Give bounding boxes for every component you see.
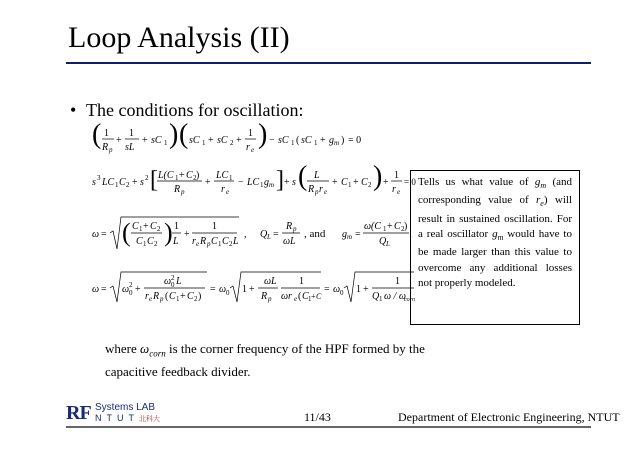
svg-text:): ) xyxy=(198,291,202,302)
eq1-one-b: 1 xyxy=(129,128,134,139)
svg-text:C: C xyxy=(187,291,194,302)
note-gm: g xyxy=(534,176,541,188)
svg-text:R: R xyxy=(200,236,207,247)
svg-text:L: L xyxy=(173,236,179,247)
svg-text:C: C xyxy=(394,221,401,232)
bullet-dot: • xyxy=(70,100,77,120)
svg-text:2: 2 xyxy=(126,181,130,189)
svg-text:=: = xyxy=(210,284,216,295)
eq1-plus: + xyxy=(116,135,122,146)
svg-text:+: + xyxy=(132,177,138,188)
department-label: Department of Electronic Engineering, NTUT xyxy=(398,410,620,424)
eq4-corn-sub: corn xyxy=(404,297,415,303)
svg-text:=: = xyxy=(273,229,279,240)
svg-text:C: C xyxy=(136,236,143,247)
svg-text:+: + xyxy=(143,221,149,232)
svg-text:2: 2 xyxy=(194,295,198,303)
eq1-one-a: 1 xyxy=(104,128,109,139)
eq1-plus-4: + xyxy=(236,135,242,146)
eq2-LC1gm: LC xyxy=(247,177,260,188)
eq1-Rp: R xyxy=(102,142,109,153)
paren-open-2: ( xyxy=(179,119,189,150)
svg-text:1: 1 xyxy=(395,276,400,287)
svg-text:): ) xyxy=(164,218,173,247)
svg-text:C: C xyxy=(147,236,154,247)
bracket-open: [ xyxy=(150,167,158,193)
svg-text:+: + xyxy=(332,177,338,188)
svg-text:): ) xyxy=(373,161,383,192)
svg-text:C: C xyxy=(132,221,139,232)
svg-text:1: 1 xyxy=(379,295,383,303)
equation-4 xyxy=(92,272,415,303)
note-re-sub: e xyxy=(540,199,544,209)
svg-text:2: 2 xyxy=(193,174,197,182)
svg-text:p: p xyxy=(181,188,185,196)
eq1-sC1-b: sC xyxy=(189,135,200,146)
title-rule xyxy=(66,62,591,64)
svg-text:1: 1 xyxy=(176,295,180,303)
svg-text:R: R xyxy=(286,221,293,232)
svg-text:p: p xyxy=(268,295,272,303)
svg-text:+: + xyxy=(205,177,211,188)
svg-text:+: + xyxy=(311,292,316,301)
eq1-gm: g xyxy=(329,135,334,146)
logo-ntut: NTUT xyxy=(95,413,139,423)
svg-text:C: C xyxy=(361,177,368,188)
svg-text:C: C xyxy=(302,291,309,302)
eq1-sC1-d: sC xyxy=(301,135,312,146)
where-rest: is the corner frequency of the HPF formed by the capacitive feedback divider. xyxy=(105,341,425,379)
eq4-Q: Q xyxy=(372,291,380,302)
svg-text:1: 1 xyxy=(212,221,217,232)
svg-text:Q: Q xyxy=(379,236,387,247)
svg-text:p: p xyxy=(207,240,211,248)
svg-text:C: C xyxy=(119,177,126,188)
svg-text:0: 0 xyxy=(171,281,175,289)
footer-rule xyxy=(66,426,591,428)
bracket-close: ] xyxy=(276,167,284,193)
svg-text:ωr: ωr xyxy=(281,291,292,302)
eq1-plus-5: + xyxy=(320,135,326,146)
svg-text:+: + xyxy=(353,177,359,188)
svg-text:e: e xyxy=(196,240,200,248)
eq2-C1: C xyxy=(341,177,348,188)
svg-text:ωL: ωL xyxy=(283,236,296,247)
svg-text:e: e xyxy=(294,295,298,303)
equation-3 xyxy=(92,217,409,249)
note-text-1: Tells us what value of xyxy=(418,176,535,188)
svg-text:ω / ω: ω / ω xyxy=(384,291,406,302)
svg-text:m: m xyxy=(347,233,353,241)
note-re: r xyxy=(536,194,541,207)
eq1-sub-1: 1 xyxy=(164,139,168,147)
svg-text:2: 2 xyxy=(368,181,372,189)
svg-text:C: C xyxy=(169,291,176,302)
eq2-paren-open: ( xyxy=(298,161,308,192)
svg-text:1: 1 xyxy=(218,240,222,248)
svg-text:ωL: ωL xyxy=(264,276,277,287)
svg-text:+: + xyxy=(179,170,185,181)
eq4-zero-sub: 0 xyxy=(129,289,133,297)
svg-text:+: + xyxy=(383,177,389,188)
svg-text:r: r xyxy=(221,184,225,195)
svg-text:1: 1 xyxy=(229,174,233,182)
svg-text:+: + xyxy=(284,177,290,188)
svg-text:ω: ω xyxy=(333,284,341,295)
svg-text:+: + xyxy=(135,284,141,295)
eq3-and: , and xyxy=(304,228,326,240)
svg-text:2: 2 xyxy=(154,240,158,248)
bullet-item xyxy=(70,99,303,121)
eq3-QL: Q xyxy=(260,229,268,240)
eq1-eq-zero: = 0 xyxy=(348,135,362,146)
svg-text:1: 1 xyxy=(175,174,179,182)
eq1-one-c: 1 xyxy=(248,128,253,139)
svg-text:+: + xyxy=(387,221,393,232)
paren-open: ( xyxy=(92,119,102,150)
svg-text:R: R xyxy=(174,184,181,195)
svg-text:C: C xyxy=(150,221,157,232)
svg-text:0: 0 xyxy=(340,289,344,297)
svg-text:1: 1 xyxy=(356,284,361,295)
omega-corn-sub: corn xyxy=(149,348,166,359)
svg-text:s: s xyxy=(292,177,296,188)
svg-text:=: = xyxy=(101,284,107,295)
svg-text:1: 1 xyxy=(308,295,312,303)
eq1-sub-1d: 1 xyxy=(314,139,318,147)
svg-text:L: L xyxy=(386,240,390,248)
page-number: 11/43 xyxy=(304,410,331,424)
logo-chinese: 北科大 xyxy=(139,416,160,423)
svg-text:1: 1 xyxy=(260,181,264,189)
svg-text:(: ( xyxy=(165,291,169,302)
note-gm-2: g xyxy=(492,227,498,240)
svg-text:L(C: L(C xyxy=(158,170,174,181)
svg-text:1: 1 xyxy=(139,225,143,233)
eq1-re: r xyxy=(246,142,250,153)
logo-ntut-line xyxy=(95,413,160,424)
svg-text:C: C xyxy=(211,236,218,247)
eq3-omega: ω xyxy=(92,229,100,240)
equation-2 xyxy=(92,161,416,196)
svg-text:1: 1 xyxy=(115,181,119,189)
svg-text:1: 1 xyxy=(299,276,304,287)
svg-text:2: 2 xyxy=(171,274,175,282)
eq2-two: 2 xyxy=(145,174,149,182)
eq1-rparen: ) xyxy=(341,135,345,146)
eq3-gm: g xyxy=(342,229,347,240)
logo-rf: RF xyxy=(66,402,91,424)
paren-close: ) xyxy=(169,119,179,150)
svg-text:g: g xyxy=(264,177,269,188)
svg-text:2: 2 xyxy=(129,281,133,289)
svg-text:r: r xyxy=(145,291,149,302)
svg-text:e: e xyxy=(397,188,401,196)
svg-text:L: L xyxy=(176,276,182,287)
svg-text:ω: ω xyxy=(122,284,130,295)
svg-text:+: + xyxy=(249,284,255,295)
svg-text:C: C xyxy=(186,170,193,181)
eq2-s: s xyxy=(92,177,96,188)
equation-1 xyxy=(92,119,361,154)
svg-text:ω(C: ω(C xyxy=(364,221,382,232)
eq4-omega: ω xyxy=(92,284,100,295)
eq1-sC2: sC xyxy=(217,135,228,146)
eq1-sC1-c: sC xyxy=(278,135,289,146)
svg-text:C: C xyxy=(222,236,229,247)
note-text-3: ) will result in sustained oscillation. For a real oscillator xyxy=(418,194,572,240)
svg-text:s: s xyxy=(140,177,144,188)
svg-text:+: + xyxy=(180,291,186,302)
where-text xyxy=(105,340,430,380)
eq1-sL: sL xyxy=(125,142,135,153)
svg-text:): ) xyxy=(196,170,200,181)
note-box xyxy=(410,170,580,325)
svg-text:ω: ω xyxy=(219,284,227,295)
eq1-m-sub: m xyxy=(334,139,340,147)
eq1-p-sub: p xyxy=(109,146,113,154)
eq1-sub-1c: 1 xyxy=(291,139,295,147)
equations-block xyxy=(92,119,416,325)
svg-text:p: p xyxy=(293,225,297,233)
eq1-minus: − xyxy=(269,135,275,146)
logo-systems-lab: Systems LAB xyxy=(95,402,156,413)
svg-text:r: r xyxy=(392,184,396,195)
svg-text:ω: ω xyxy=(164,276,172,287)
svg-text:e: e xyxy=(149,295,153,303)
eq2-eq-zero: = 0 xyxy=(404,177,416,187)
svg-text:1: 1 xyxy=(394,170,399,181)
svg-text:1: 1 xyxy=(348,181,352,189)
paren-close-2: ) xyxy=(258,119,268,150)
svg-text:C: C xyxy=(316,292,322,301)
svg-text:+: + xyxy=(184,229,190,240)
eq1-sub-1b: 1 xyxy=(202,139,206,147)
svg-text:R: R xyxy=(153,291,160,302)
svg-text:1: 1 xyxy=(174,221,179,232)
svg-text:L: L xyxy=(233,236,239,247)
svg-text:r: r xyxy=(319,184,323,195)
eq1-e-sub: e xyxy=(251,146,255,154)
eq2-LC: LC xyxy=(102,177,115,188)
eq2-three: 3 xyxy=(97,174,101,182)
note-gm-sub: m xyxy=(540,181,547,191)
svg-text:(: ( xyxy=(298,291,302,302)
omega-symbol: ω xyxy=(140,341,150,356)
svg-text:0: 0 xyxy=(226,289,230,297)
eq2-Rp: R xyxy=(308,184,315,195)
svg-text:=: = xyxy=(101,229,107,240)
note-text-2: (and corresponding value of xyxy=(418,176,573,207)
svg-text:p: p xyxy=(315,188,319,196)
svg-text:2: 2 xyxy=(229,240,233,248)
svg-text:−: − xyxy=(238,177,244,188)
svg-text:=: = xyxy=(355,229,361,240)
svg-text:2: 2 xyxy=(401,225,405,233)
systems-lab-logo xyxy=(66,402,186,424)
svg-text:1: 1 xyxy=(242,284,247,295)
eq2-LC1: LC xyxy=(216,170,229,181)
note-text-4: would have to be made larger than this value to overcome any additional losses not properly modeled. xyxy=(418,227,572,289)
svg-text:): ) xyxy=(404,221,408,232)
eq3-comma: , xyxy=(244,229,247,240)
slide-title: Loop Analysis (II) xyxy=(68,21,290,54)
svg-text:=: = xyxy=(324,284,330,295)
bullet-text: The conditions for oscillation: xyxy=(86,100,304,120)
eq1-plus-3: + xyxy=(208,135,214,146)
svg-text:r: r xyxy=(192,236,196,247)
eq3-L-sub: L xyxy=(267,233,271,241)
svg-text:m: m xyxy=(269,181,275,189)
note-gm-sub-2: m xyxy=(497,233,504,243)
svg-text:e: e xyxy=(226,188,230,196)
svg-text:p: p xyxy=(160,295,164,303)
svg-text:1: 1 xyxy=(143,240,147,248)
eq2-L: L xyxy=(314,170,320,181)
where-lead: where xyxy=(105,341,141,356)
svg-text:R: R xyxy=(261,291,268,302)
svg-text:1: 1 xyxy=(383,225,387,233)
eq1-sC1: sC xyxy=(151,135,162,146)
eq1-sub-2: 2 xyxy=(230,139,234,147)
svg-text:+: + xyxy=(363,284,369,295)
svg-text:2: 2 xyxy=(157,225,161,233)
svg-text:(: ( xyxy=(122,218,131,247)
eq1-lparen: ( xyxy=(296,135,300,146)
svg-text:e: e xyxy=(324,188,328,196)
eq1-plus-2: + xyxy=(142,135,148,146)
